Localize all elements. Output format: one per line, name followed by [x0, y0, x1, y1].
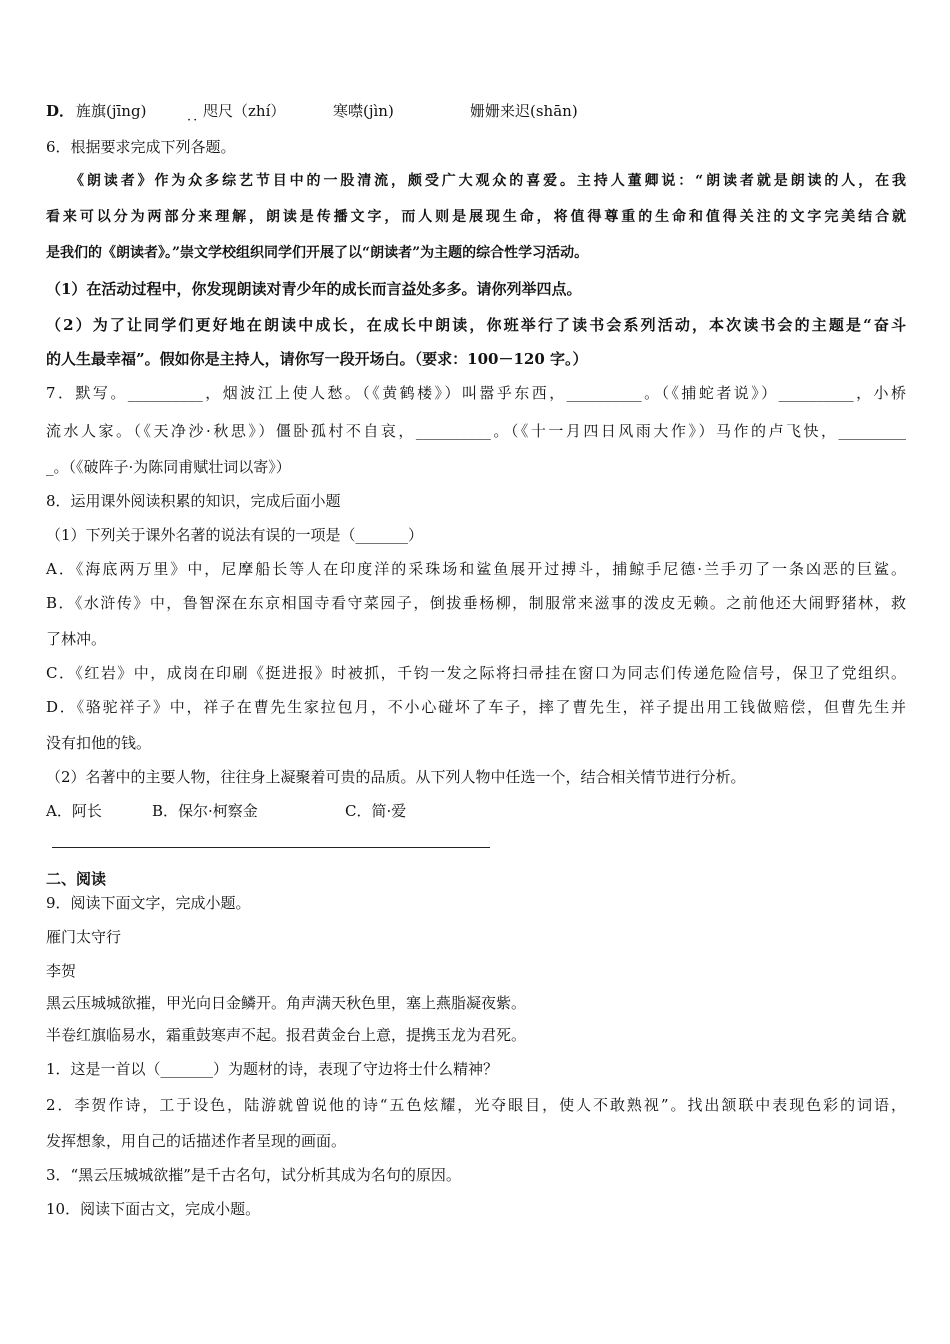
poem-title: 雁门太守行 [46, 928, 122, 946]
q8-sub2: （2）名著中的主要人物，往往身上凝聚着可贵的品质。从下列人物中任选一个，结合相关情节进行分析。 [46, 768, 746, 786]
q7-line-3: _。（《破阵子·为陈同甫赋壮词以寄》） [46, 458, 291, 476]
q6-title: 6．根据要求完成下列各题。 [46, 138, 236, 156]
section-2-heading: 二、阅读 [46, 870, 107, 888]
q8-option-b-line-1: B．《水浒传》中，鲁智深在东京相国寺看守菜园子，倒拔垂杨柳，制服常来滋事的泼皮无赖。之前他还大闹野猪林，救 [46, 594, 906, 612]
poem-line-1: 黑云压城城欲摧，甲光向日金鳞开。角声满天秋色里，塞上燕脂凝夜紫。 [46, 994, 527, 1012]
q6-passage-line-3: 是我们的《朗读者》。”崇文学校组织同学们开展了以“朗读者”为主题的综合性学习活动。 [46, 245, 589, 261]
q9-question-2-line-2: 发挥想象，用自己的话描述作者呈现的画面。 [46, 1132, 347, 1150]
q8-option-c: C．《红岩》中，成岗在印刷《挺进报》时被抓，千钧一发之际将扫帚挂在窗口为同志们传递危险信号，保卫了党组织。 [46, 664, 906, 682]
q5-option-d-item-1: 旌旗(jīng) [76, 102, 147, 120]
emphasis-dots: ·· [187, 113, 200, 128]
q6-passage-line-2: 看来可以分为两部分来理解，朗读是传播文字，而人则是展现生命，将值得尊重的生命和值得关注的文字完美结合就 [46, 209, 906, 225]
q9-question-3: 3．“黑云压城城欲摧”是千古名句，试分析其成为名句的原因。 [46, 1166, 461, 1184]
q8-choice-a: A．阿长 [46, 802, 102, 820]
q8-sub1: （1）下列关于课外名著的说法有误的一项是（_______） [46, 526, 424, 544]
poem-line-2: 半卷红旗临易水，霜重鼓寒声不起。报君黄金台上意，提携玉龙为君死。 [46, 1026, 527, 1044]
q8-choice-b: B．保尔·柯察金 [152, 802, 258, 820]
q9-title: 9．阅读下面文字，完成小题。 [46, 894, 251, 912]
q8-option-a: A．《海底两万里》中，尼摩船长等人在印度洋的采珠场和鲨鱼展开过搏斗，捕鲸手尼德·兰手刃了一条凶恶的巨鲨。 [46, 560, 906, 578]
q8-option-d-line-2: 没有扣他的钱。 [46, 734, 152, 752]
q5-option-d-item-4: 姗姗来迟(shān) [470, 102, 578, 120]
q8-title: 8．运用课外阅读积累的知识，完成后面小题 [46, 492, 341, 510]
poem-author: 李贺 [46, 962, 77, 980]
q9-question-2-line-1: 2．李贺作诗，工于设色，陆游就曾说他的诗“五色炫耀，光夺眼目，使人不敢熟视”。找出颔联中表现色彩的词语， [46, 1096, 906, 1114]
q5-option-d-label: D． [46, 102, 75, 120]
q6-sub1: （1）在活动过程中，你发现朗读对青少年的成长而言益处多多。请你列举四点。 [46, 280, 582, 298]
q8-choice-c: C．简·爱 [345, 802, 407, 820]
q8-option-d-line-1: D．《骆驼祥子》中，祥子在曹先生家拉包月，不小心碰坏了车子，摔了曹先生，祥子提出用工钱做赔偿，但曹先生并 [46, 698, 906, 716]
q7-line-2: 流水人家。（《天净沙·秋思》）僵卧孤村不自哀，__________。（《十一月四日风雨大作》）马作的卢飞快，_________ [46, 422, 906, 440]
q5-option-d-item-3: 寒噤(jìn) [333, 102, 394, 120]
q6-passage-line-1: 《朗读者》作为众多综艺节目中的一股清流，颇受广大观众的喜爱。主持人董卿说：“朗读者就是朗读的人，在我 [70, 173, 906, 189]
q9-question-1: 1．这是一首以（_______）为题材的诗，表现了守边将士什么精神？ [46, 1060, 499, 1078]
section-divider [52, 847, 490, 848]
q8-option-b-line-2: 了林冲。 [46, 630, 107, 648]
q7-line-1: 7．默写。__________，烟波江上使人愁。（《黄鹤楼》）叫嚣乎东西，__________。（《捕蛇者说》）__________，小桥 [46, 384, 906, 402]
q6-sub2-line-2: 的人生最幸福”。假如你是主持人，请你写一段开场白。（要求：100－120 字。） [46, 350, 588, 368]
q5-option-d-item-2: 咫尺（zhí） [203, 102, 286, 120]
q6-sub2-line-1: （2）为了让同学们更好地在朗读中成长，在成长中朗读，你班举行了读书会系列活动，本次读书会的主题是“奋斗 [46, 316, 906, 334]
q10-title: 10．阅读下面古文，完成小题。 [46, 1200, 261, 1218]
